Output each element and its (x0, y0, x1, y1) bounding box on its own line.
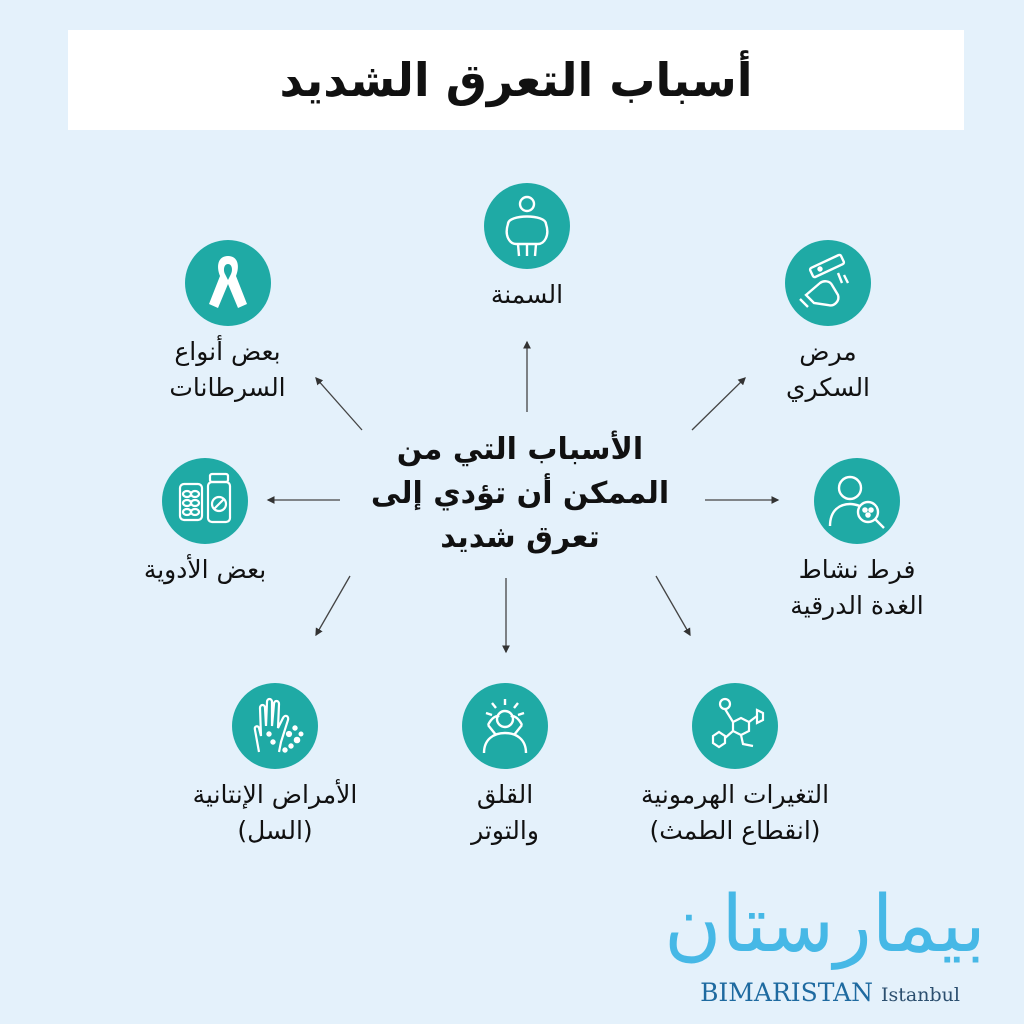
central-topic (355, 428, 685, 560)
cause-label-line: (السل) (237, 816, 313, 845)
cancer-ribbon-icon (185, 240, 271, 326)
cause-obesity (427, 183, 627, 313)
cause-anxiety (405, 683, 605, 849)
cause-label (405, 777, 605, 849)
central-topic-line: تعرق شديد (440, 520, 600, 555)
cause-label (160, 777, 390, 849)
brand-city: Istanbul (880, 984, 960, 1006)
cause-label-line: الغدة الدرقية (790, 591, 924, 620)
glucose-meter-icon (785, 240, 871, 326)
cause-label: السمنة (490, 280, 564, 309)
cause-label-line: مرض (799, 337, 857, 366)
cause-label (600, 777, 870, 849)
cause-diabetes (728, 240, 928, 406)
stressed-person-icon (462, 683, 548, 769)
cause-label-line: السرطانات (169, 373, 286, 402)
cause-label-line: بعض أنواع (174, 337, 281, 366)
molecule-icon (692, 683, 778, 769)
cause-label-line: (انقطاع الطمث) (649, 816, 821, 845)
connector-hormonal (656, 576, 690, 635)
cause-infectious (160, 683, 390, 849)
pills-icon (162, 458, 248, 544)
brand-logo-english (650, 978, 1010, 1007)
cause-cancers (120, 240, 335, 406)
obesity-body-icon (484, 183, 570, 269)
cause-thyroid (757, 458, 957, 624)
cause-medications (95, 458, 315, 588)
cause-label-line: السكري (785, 373, 871, 402)
central-topic-line: الأسباب التي من (396, 432, 644, 467)
brand-logo-arabic: بيمارستان (664, 880, 986, 970)
cause-label-line: القلق (476, 780, 534, 809)
cause-label: بعض الأدوية (143, 555, 267, 584)
thyroid-magnifier-icon (814, 458, 900, 544)
cause-label (728, 334, 928, 406)
page-title: أسباب التعرق الشديد (279, 53, 753, 107)
cause-hormonal (600, 683, 870, 849)
central-topic-line: الممكن أن تؤدي إلى (370, 476, 670, 511)
cause-label-line: الأمراض الإنتانية (192, 780, 358, 809)
connector-infectious (316, 576, 350, 635)
cause-label-line: التغيرات الهرمونية (640, 780, 830, 809)
cause-label (757, 552, 957, 624)
cause-label-line: والتوتر (471, 816, 539, 845)
germ-hand-icon (232, 683, 318, 769)
cause-label-line: فرط نشاط (798, 555, 916, 584)
brand-name: BIMARISTAN (700, 978, 874, 1007)
cause-label (120, 334, 335, 406)
